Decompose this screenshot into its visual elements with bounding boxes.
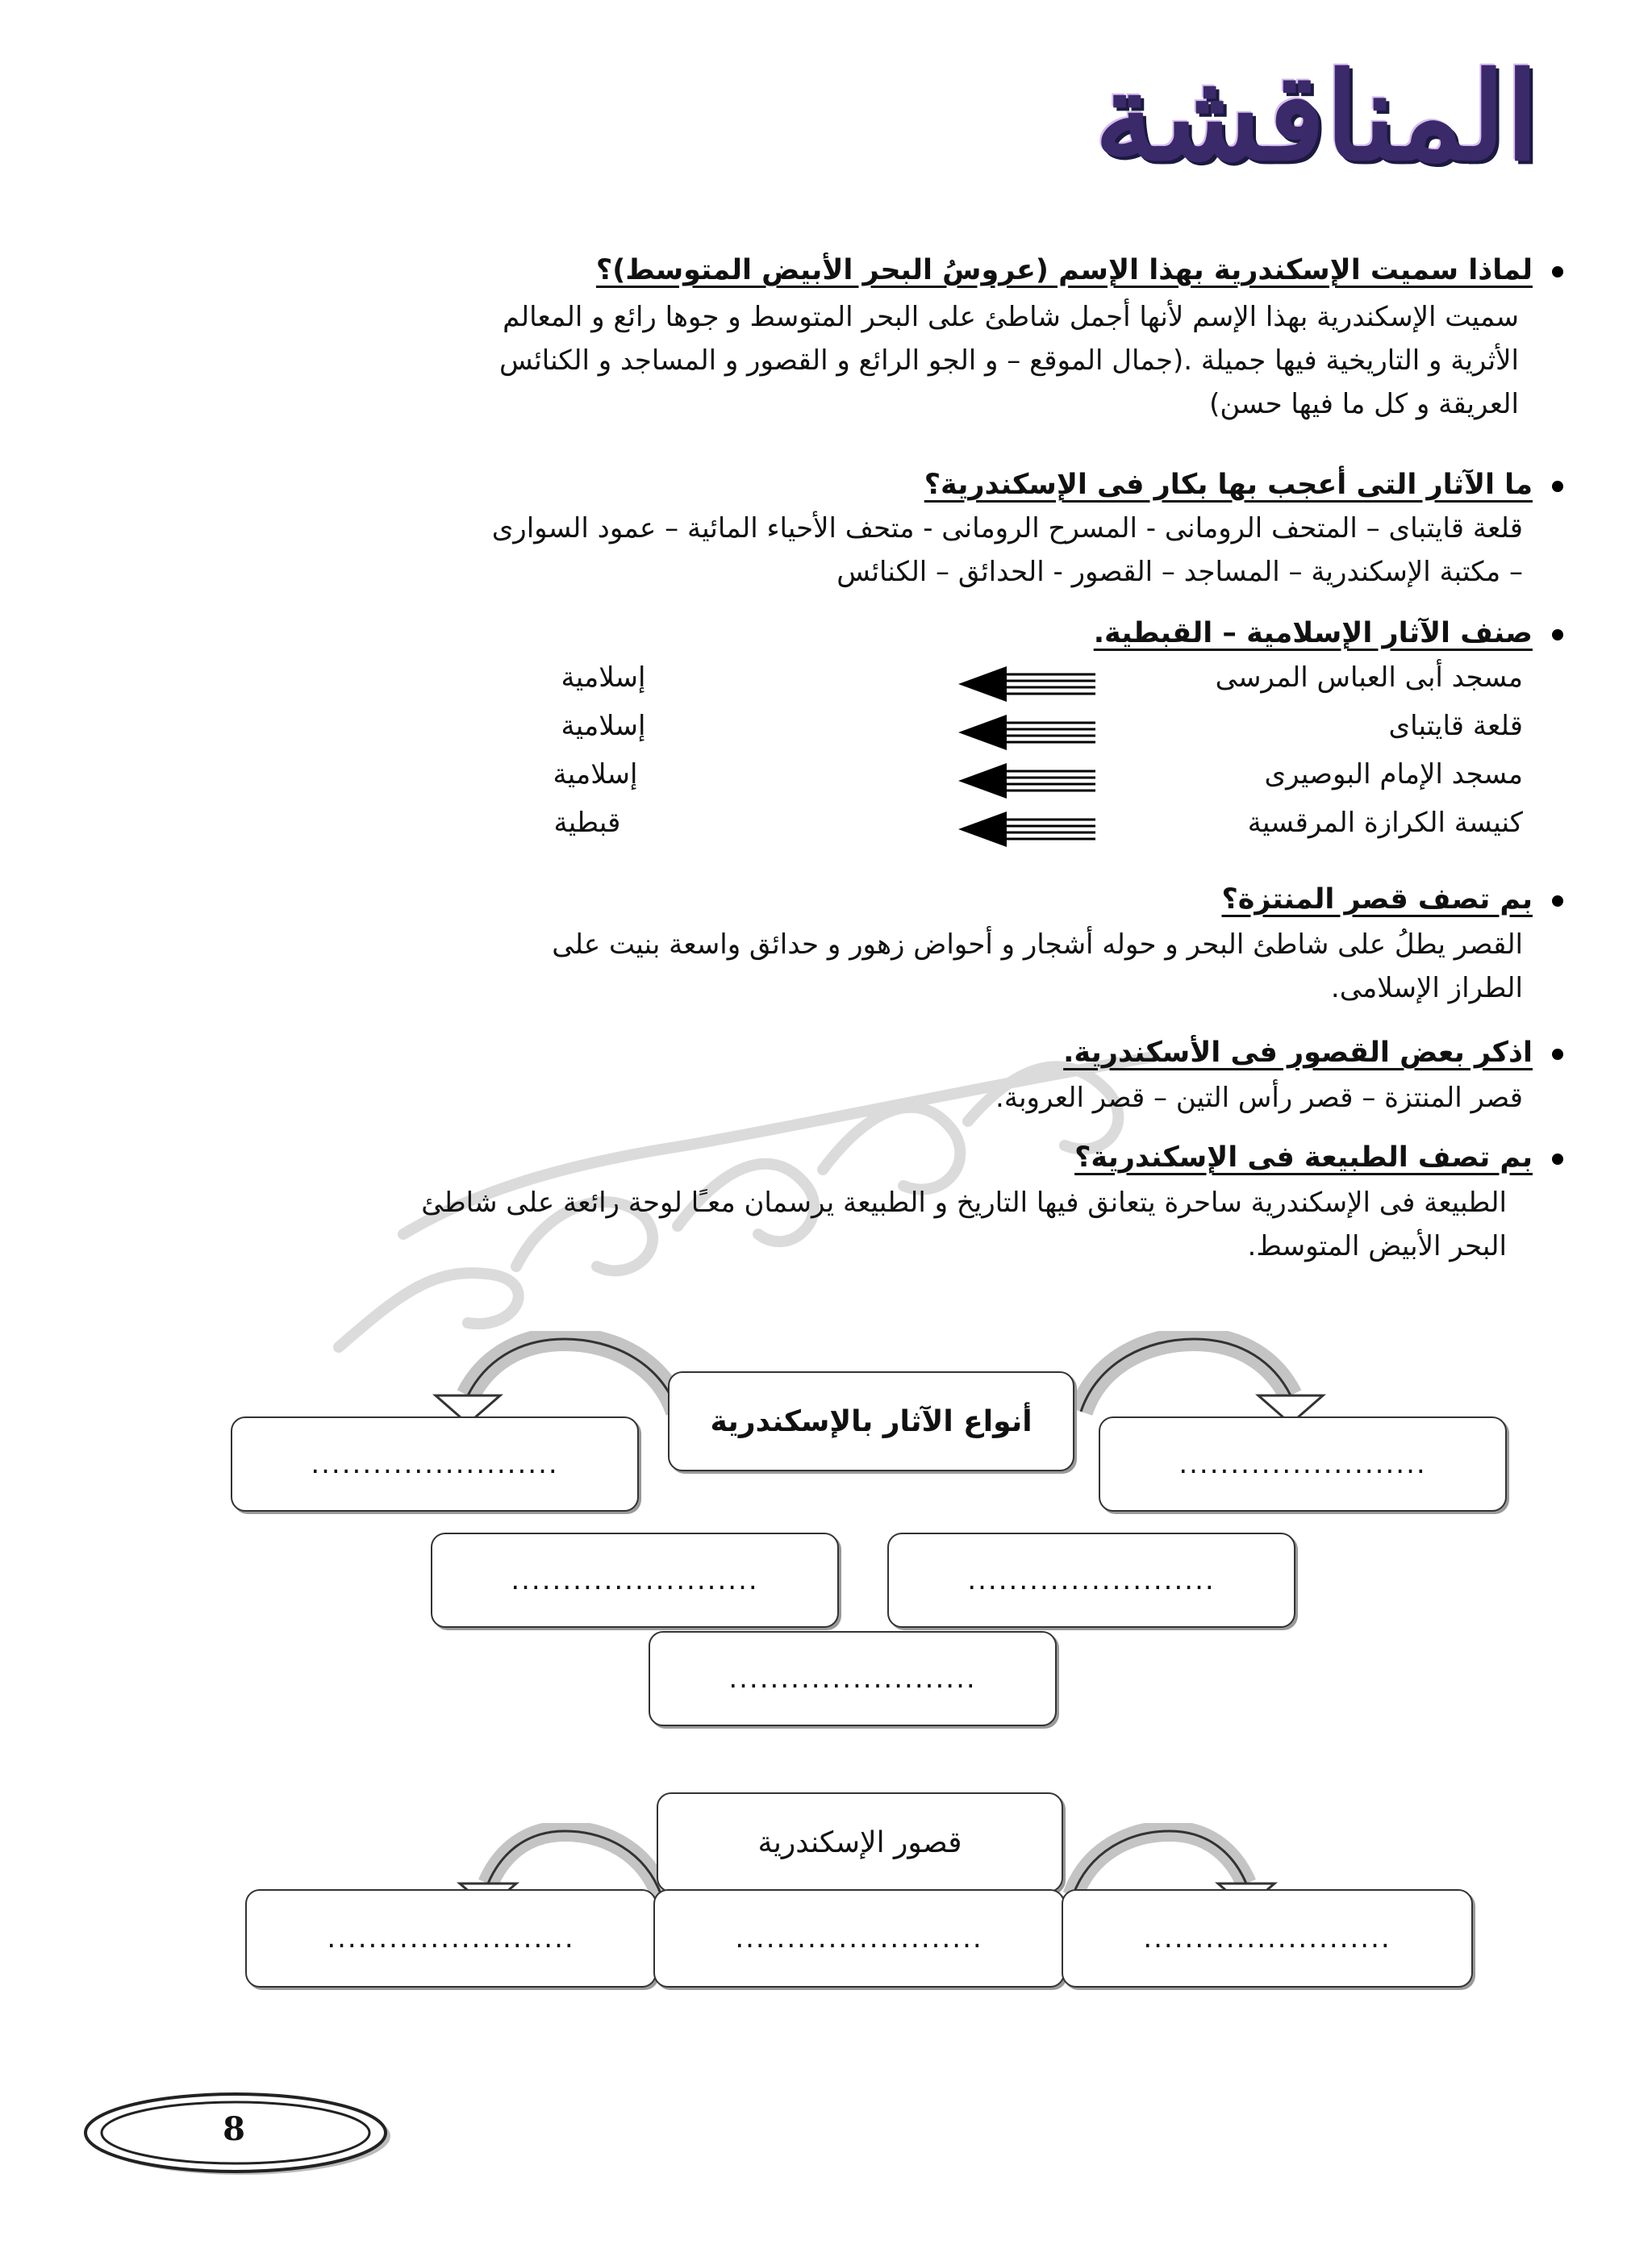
answer-2-line: – مكتبة الإسكندرية – المساجد – القصور - الحدائق – الكنائس [836,556,1523,588]
answer-1-line: سميت الإسكندرية بهذا الإسم لأنها أجمل شاطئ على البحر المتوسط و جوها رائع و المعالم [503,301,1519,333]
blank-box[interactable] [653,1889,1065,1988]
question-2: ما الآثار التى أعجب بها بكار فى الإسكندرية؟ [924,469,1533,501]
classification-item: مسجد أبى العباس المرسى [1215,661,1523,694]
answer-2-line: قلعة قايتباى – المتحف الرومانى - المسرح الرومانى - متحف الأحياء المائية – عمود السوارى [491,512,1523,544]
blank-box[interactable] [1062,1889,1473,1988]
blank-dots: ........................ [1179,1448,1427,1480]
classification-row [103,661,1523,707]
blank-box[interactable] [887,1533,1295,1628]
curved-arrow-left-icon [419,1331,694,1428]
bullet-icon [1552,1049,1563,1060]
bullet-icon [1552,481,1563,492]
bullet-icon [1552,266,1563,277]
curved-arrow-right-icon [1065,1331,1339,1428]
answer-1-line: الأثرية و التاريخية فيها جميلة .(جمال الموقع – و الجو الرائع و القصور و المساجد و الكنائس [499,344,1519,377]
bullet-icon [1552,1154,1563,1165]
diagram1-title-box: أنواع الآثار بالإسكندرية [668,1371,1074,1471]
page-title: المناقشة [1094,46,1539,188]
answer-4-line: الطراز الإسلامى. [1330,972,1523,1004]
classification-item: كنيسة الكرازة المرقسية [1247,807,1523,839]
answer-1-line: العريقة و كل ما فيها حسن) [1209,388,1519,420]
classification-type: إسلامية [561,661,646,694]
arrow-left-icon [958,713,1095,752]
blank-box[interactable] [431,1533,839,1628]
classification-type: إسلامية [553,758,638,791]
blank-box[interactable] [231,1416,639,1512]
answer-4-line: القصر يطلُ على شاطئ البحر و حوله أشجار و أحواض زهور و حدائق واسعة بنيت على [552,928,1523,961]
blank-dots: ........................ [735,1922,983,1955]
classification-type: قبطية [553,807,621,839]
blank-dots: ........................ [511,1564,759,1596]
blank-dots: ........................ [728,1663,977,1695]
page-number: 8 [223,2110,245,2148]
question-5: اذكر بعض القصور فى الأسكندرية. [1063,1037,1533,1069]
arrow-left-icon [958,665,1095,703]
blank-box[interactable] [649,1631,1057,1726]
classification-type: إسلامية [561,710,646,742]
answer-6-line: البحر الأبيض المتوسط. [1247,1230,1507,1262]
blank-dots: ........................ [327,1922,575,1955]
classification-row [103,710,1523,755]
blank-box[interactable] [1099,1416,1507,1512]
bullet-icon [1552,629,1563,640]
classification-item: مسجد الإمام البوصيرى [1264,758,1523,791]
question-3: صنف الآثار الإسلامية – القبطية. [1093,617,1533,649]
answer-4 [127,923,1523,1010]
blank-dots: ........................ [967,1564,1216,1596]
blank-dots: ........................ [1143,1922,1391,1955]
answer-1 [99,295,1519,426]
answer-5 [127,1076,1523,1120]
arrow-left-icon [958,761,1095,800]
diagram2-title-box: قصور الإسكندرية [657,1792,1063,1892]
classification-row [103,758,1523,803]
blank-dots: ........................ [311,1448,559,1480]
bullet-icon [1552,895,1563,907]
answer-6 [119,1181,1507,1268]
question-4: بم تصف قصر المنتزة؟ [1221,883,1533,916]
blank-box[interactable] [245,1889,657,1988]
question-6: بم تصف الطبيعة فى الإسكندرية؟ [1074,1141,1533,1174]
classification-item: قلعة قايتباى [1388,710,1523,742]
arrow-left-icon [958,810,1095,849]
answer-6-line: الطبيعة فى الإسكندرية ساحرة يتعانق فيها التاريخ و الطبيعة يرسمان معـًا لوحة رائعة على شاطئ [421,1187,1507,1219]
question-1: لماذا سميت الإسكندرية بهذا الإسم (عروسُ البحر الأبيض المتوسط)؟ [595,254,1533,286]
answer-5-line: قصر المنتزة – قصر رأس التين – قصر العروبة. [995,1082,1523,1114]
answer-2 [95,507,1523,594]
classification-row [103,807,1523,852]
